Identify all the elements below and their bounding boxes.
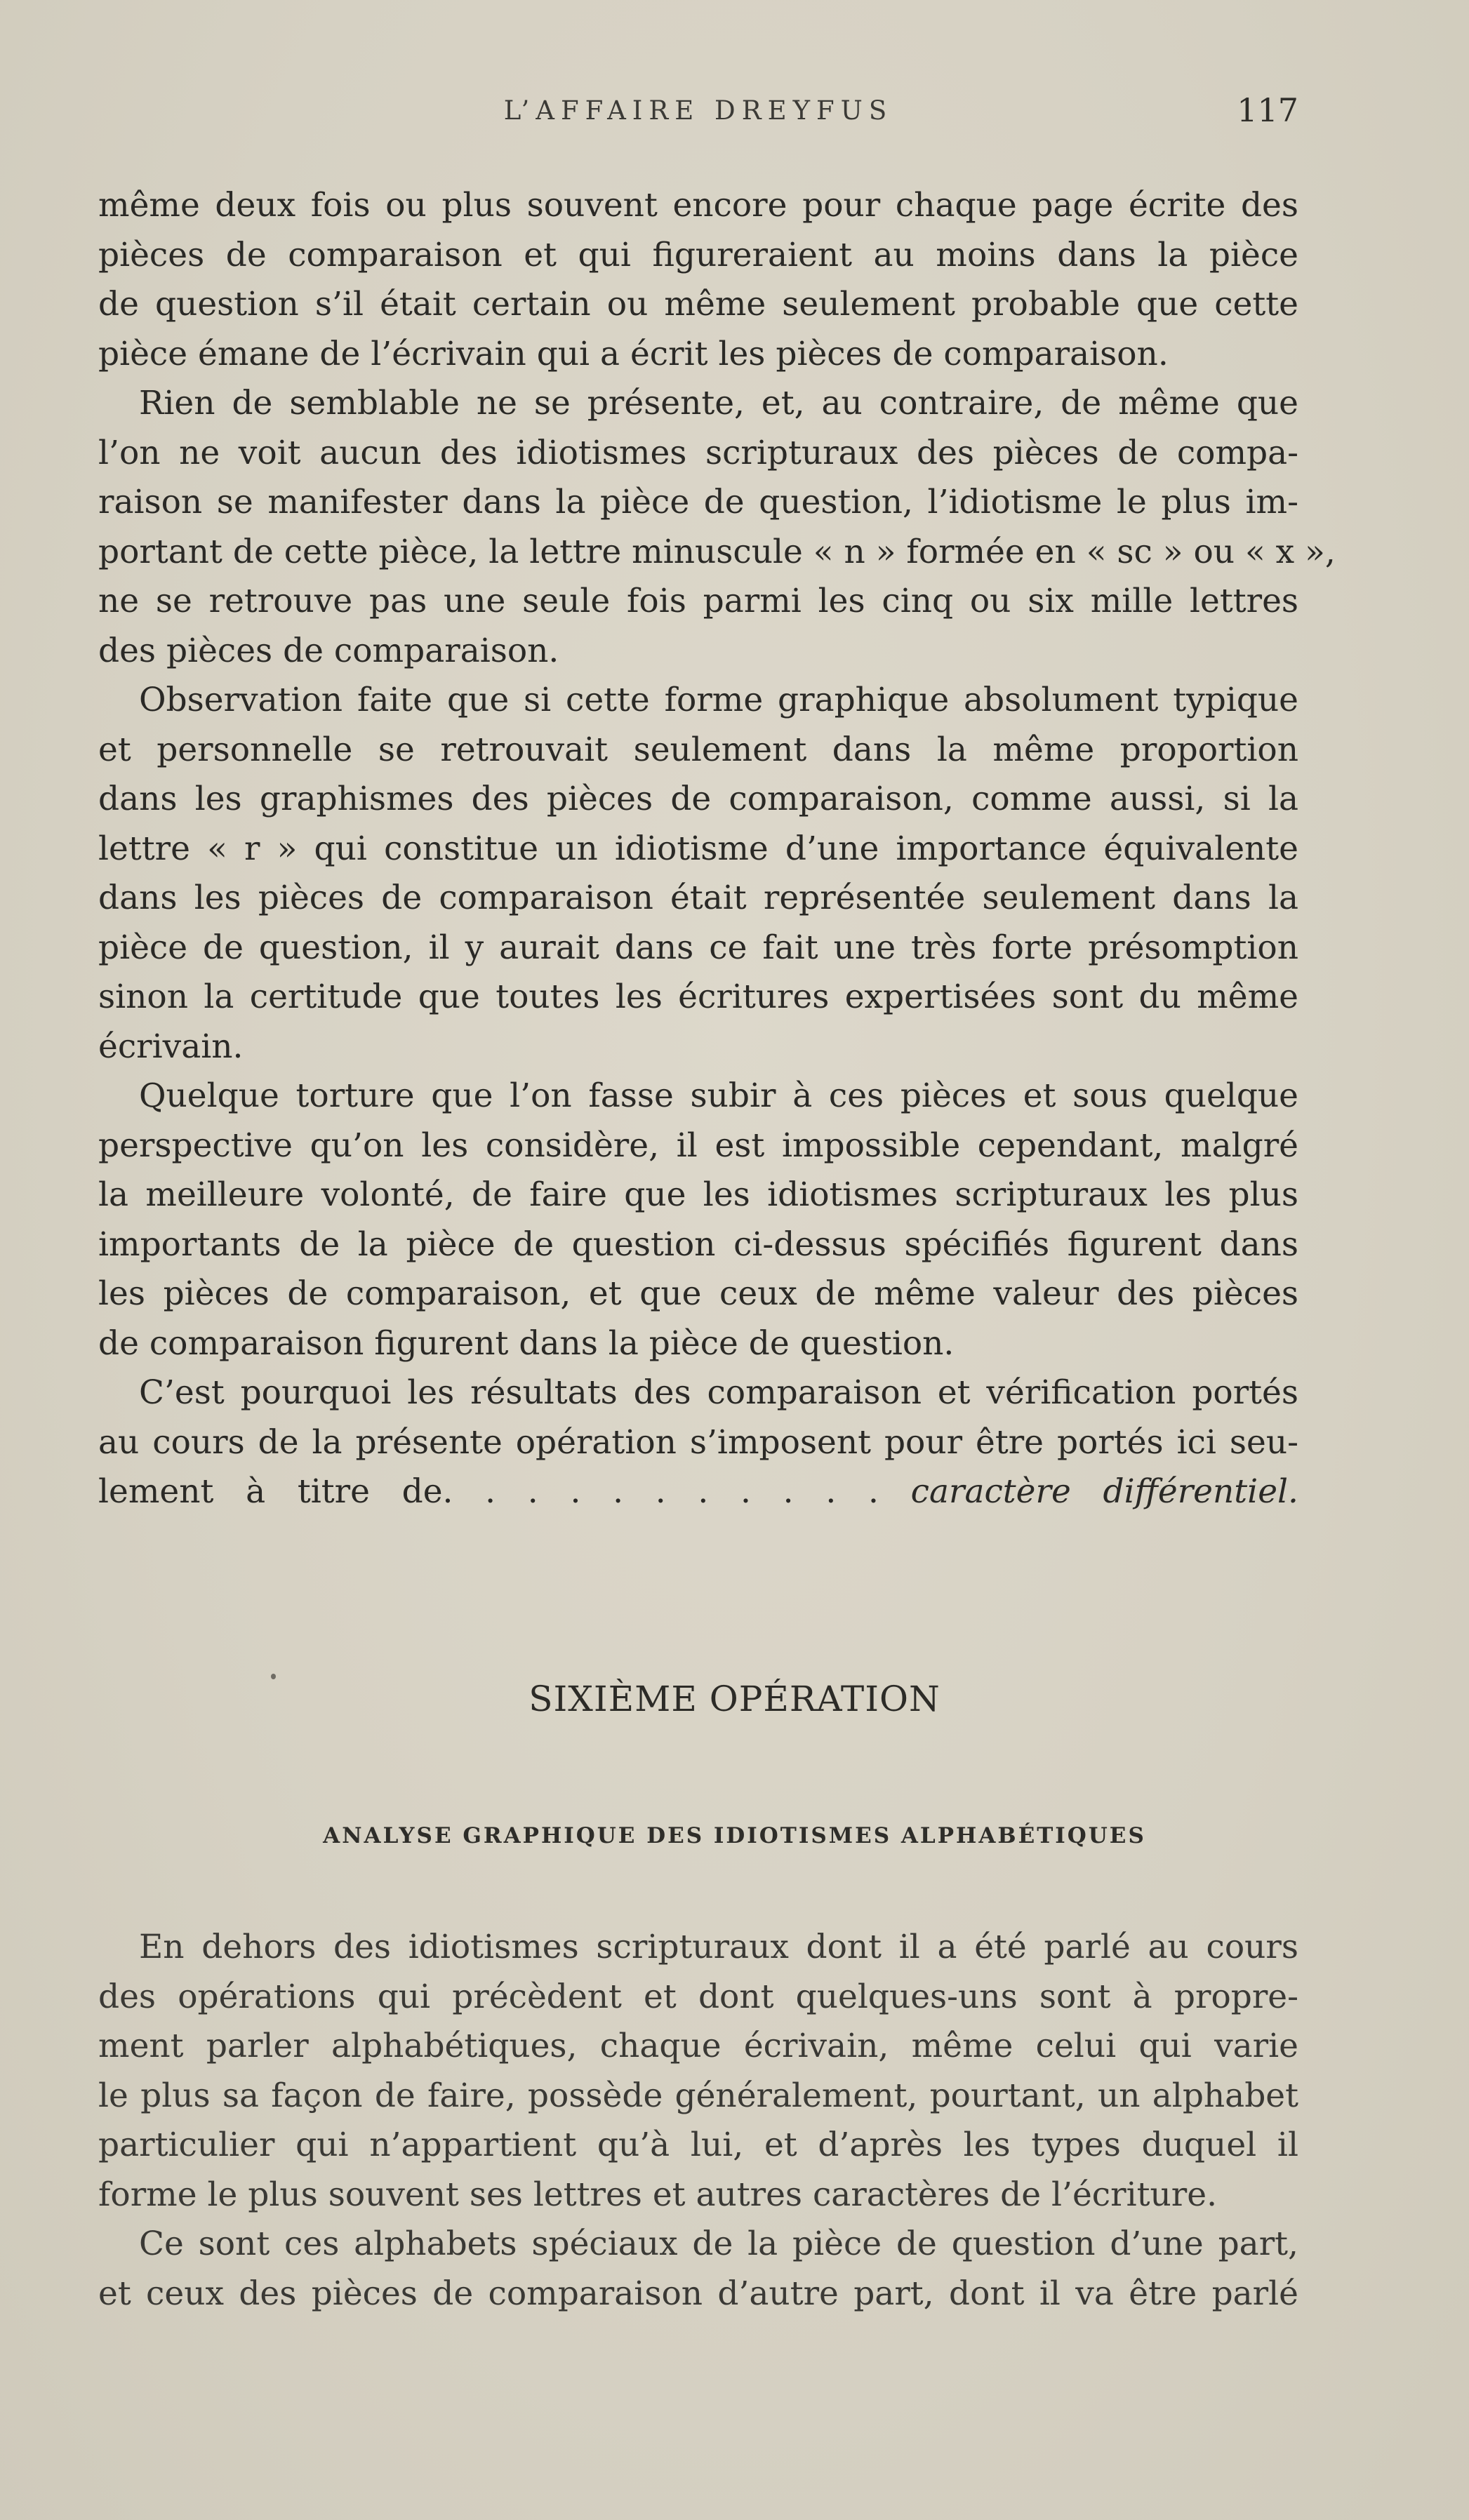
text-line: et personnelle se retrouvait seulement dans la même proportion <box>98 730 1298 769</box>
text-line: pièce émane de l’écrivain qui a écrit les pièces de comparaison. <box>98 334 1169 373</box>
section-text <box>98 1923 1298 2319</box>
section-title: SIXIÈME OPÉRATION <box>529 1679 940 1719</box>
text-line: dans les graphismes des pièces de comparaison, comme aussi, si la <box>98 780 1298 818</box>
text-line-final <box>98 1467 1298 1517</box>
text-line: écrivain. <box>98 1027 244 1066</box>
text-line: Ce sont ces alphabets spéciaux de la pièce de question d’une part, <box>139 2225 1298 2263</box>
text-line: de comparaison figurent dans la pièce de question. <box>98 1324 955 1363</box>
text-line: l’on ne voit aucun des idiotismes scripturaux des pièces de compa- <box>98 433 1298 472</box>
section-subtitle: ANALYSE GRAPHIQUE DES IDIOTISMES ALPHABÉTIQUES <box>323 1823 1146 1848</box>
text-line: des pièces de comparaison. <box>98 631 559 670</box>
text-line: Rien de semblable ne se présente, et, au contraire, de même que <box>139 384 1298 422</box>
running-title: L’AFFAIRE DREYFUS <box>503 95 893 126</box>
text-line: ment parler alphabétiques, chaque écrivain, même celui qui varie <box>98 2027 1298 2065</box>
text-line: ne se retrouve pas une seule fois parmi les cinq ou six mille lettres <box>98 582 1298 620</box>
text-line: sinon la certitude que toutes les écritures expertisées sont du même <box>98 978 1298 1016</box>
text-line: portant de cette pièce, la lettre minuscule « n » formée en « sc » ou « x », <box>98 532 1336 571</box>
differential-character-phrase: caractère différentiel. <box>910 1472 1298 1511</box>
text-line: les pièces de comparaison, et que ceux de même valeur des pièces <box>98 1274 1298 1313</box>
text-line: importants de la pièce de question ci-dessus spécifiés figurent dans <box>98 1225 1298 1264</box>
text-line: forme le plus souvent ses lettres et autres caractères de l’écriture. <box>98 2175 1218 2214</box>
text-line: raison se manifester dans la pièce de question, l’idiotisme le plus im- <box>98 483 1298 521</box>
text-line: Quelque torture que l’on fasse subir à ces pièces et sous quelque <box>139 1076 1298 1115</box>
text-line: des opérations qui précèdent et dont quelques-uns sont à propre- <box>98 1977 1298 2016</box>
text-line: lettre « r » qui constitue un idiotisme d’une importance équivalente <box>98 829 1298 868</box>
text-line: de question s’il était certain ou même seulement probable que cette <box>98 285 1298 324</box>
text-line: perspective qu’on les considère, il est impossible cependant, malgré <box>98 1126 1298 1165</box>
text-line: particulier qui n’appartient qu’à lui, et d’après les types duquel il <box>98 2126 1298 2164</box>
text-line: C’est pourquoi les résultats des comparaison et vérification portés <box>139 1373 1298 1412</box>
text-line: dans les pièces de comparaison était représentée seulement dans la <box>98 879 1298 917</box>
text-line: au cours de la présente opération s’imposent pour être portés ici seu- <box>98 1422 1298 1462</box>
text-line: En dehors des idiotismes scripturaux dont il a été parlé au cours <box>139 1928 1298 1966</box>
body-text <box>98 181 1336 1517</box>
text-line: la meilleure volonté, de faire que les idiotismes scripturaux les plus <box>98 1175 1298 1214</box>
text-line: Observation faite que si cette forme graphique absolument typique <box>139 681 1298 719</box>
text-line: et ceux des pièces de comparaison d’autre part, dont il va être parlé <box>98 2274 1298 2313</box>
text-line: le plus sa façon de faire, possède généralement, pourtant, un alphabet <box>98 2076 1298 2115</box>
text-line: même deux fois ou plus souvent encore pour chaque page écrite des <box>98 186 1298 225</box>
text-line: pièces de comparaison et qui figureraient au moins dans la pièce <box>98 235 1298 274</box>
page-number: 117 <box>1237 91 1298 129</box>
running-head <box>98 90 1298 139</box>
text-line: pièce de question, il y aurait dans ce fait une très forte présomption <box>98 928 1298 967</box>
text-line-lead: lement à titre de. . . . . . . . . . . <box>98 1472 879 1511</box>
